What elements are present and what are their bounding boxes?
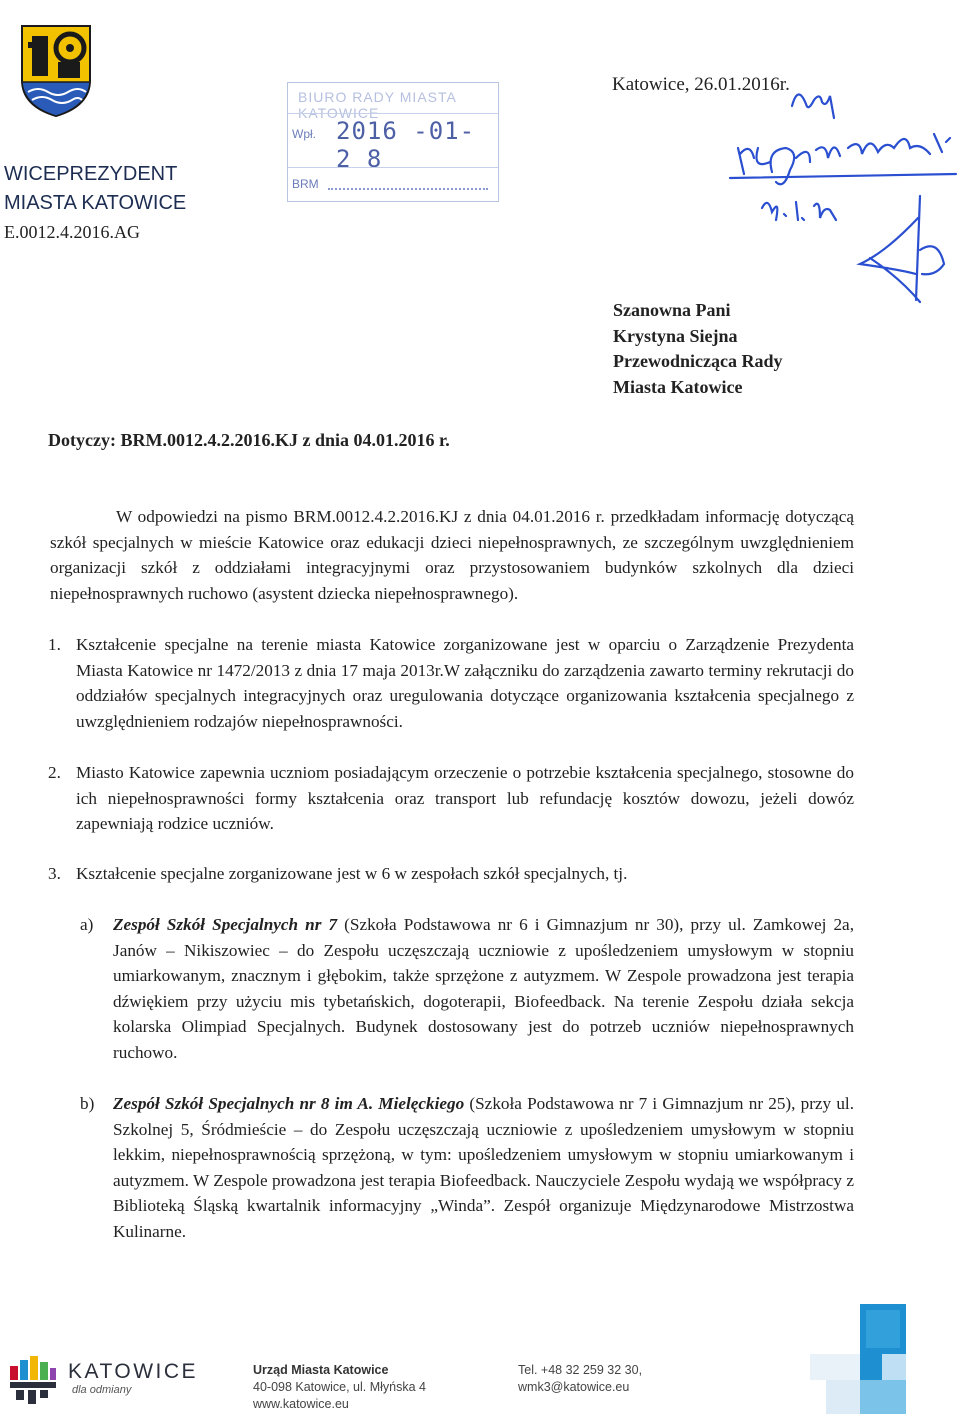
issuer-line-2: MIASTA KATOWICE bbox=[4, 192, 187, 214]
school-item-label: b) bbox=[80, 1094, 95, 1113]
stamp-title: BIURO RADY MIASTA KATOWICE bbox=[298, 89, 457, 121]
footer-phone: Tel. +48 32 259 32 30, bbox=[518, 1363, 643, 1377]
footer-email: wmk3@katowice.eu bbox=[518, 1380, 630, 1394]
footer-tagline: dla odmiany bbox=[72, 1384, 132, 1396]
reception-stamp bbox=[287, 82, 499, 202]
list-item-text: Miasto Katowice zapewnia uczniom posiadającym orzeczenie o potrzebie kształcenia specjalnego, stosowne do ich niepełnosprawności formy kształcenia oraz transport lub refundację kosztów dowozu, jeżeli dowóz zapewniają rodzice uczniów. bbox=[76, 763, 854, 834]
footer-office-web: www.katowice.eu bbox=[253, 1397, 349, 1411]
issuer-line-1: WICEPREZYDENT bbox=[4, 163, 178, 185]
footer-contact bbox=[518, 1362, 642, 1396]
addressee-position: Przewodnicząca Rady bbox=[613, 351, 783, 371]
list-item-number: 1. bbox=[48, 635, 61, 654]
subject-line: Dotyczy: BRM.0012.4.2.2016.KJ z dnia 04.01.2016 r. bbox=[48, 430, 450, 450]
addressee-institution: Miasta Katowice bbox=[613, 376, 743, 397]
list-item-text: Kształcenie specjalne zorganizowane jest w 6 w zespołach szkół specjalnych, tj. bbox=[76, 864, 628, 883]
list-item-2 bbox=[48, 760, 854, 837]
school-item-label: a) bbox=[80, 915, 94, 934]
stamp-department: BRM bbox=[292, 177, 319, 191]
addressee-salutation: Szanowna Pani bbox=[613, 300, 731, 320]
school-name: Zespół Szkół Specjalnych nr 7 bbox=[113, 915, 338, 934]
addressee-name: Krystyna Siejna bbox=[613, 325, 738, 346]
school-item-text bbox=[113, 1091, 854, 1245]
addressee-block bbox=[613, 298, 782, 400]
school-item-b bbox=[80, 1091, 854, 1245]
list-item-1 bbox=[48, 632, 854, 734]
footer-brand: KATOWICE bbox=[68, 1360, 199, 1383]
decorative-squares bbox=[806, 1304, 906, 1414]
document-reference: E.0012.4.2016.AG bbox=[4, 222, 140, 242]
list-item-text: Kształcenie specjalne na terenie miasta Katowice zorganizowane jest w oparciu o Zarządzenie Prezydenta Miasta Katowice nr 1472/2013 z dnia 17 maja 2013r.W załączniku do zarządzenia zawarto terminy rekrutacji do oddziałów specjalnych integracyjnych oraz uregulowania dotyczące organizowania kształcenia specjalnego z uwzględnieniem rodzajów niepełnosprawności. bbox=[76, 635, 854, 731]
place-and-date: Katowice, 26.01.2016r. bbox=[612, 74, 790, 95]
school-item-text bbox=[113, 912, 854, 1066]
stamp-dotted-line bbox=[328, 188, 488, 190]
school-description: (Szkoła Podstawowa nr 6 i Gimnazjum nr 30), przy ul. Zamkowej 2a, Janów – Nikiszowiec – do Zespołu uczęszczają uczniowie z upośledzeniem umysłowym w stopniu umiarkowanym, znacznym i głębokim, także sprzężone z autyzmem. W Zespole prowadzona jest terapia dźwiękiem przy użyciu mis tybetańskich, dogoterapii, Biofeedback. Na terenie Zespołu działa sekcja kolarska Olimpiad Specjalnych. Budynek dostosowany jest do potrzeb uczniów niepełnosprawnych ruchowo. bbox=[113, 915, 854, 1062]
footer-office-address: 40-098 Katowice, ul. Młyńska 4 bbox=[253, 1380, 427, 1394]
intro-paragraph: W odpowiedzi na pismo BRM.0012.4.2.2016.KJ z dnia 04.01.2016 r. przedkładam informację dotyczącą szkół specjalnych w mieście Katowice oraz edukacji dzieci niepełnosprawnych, ze szczególnym uwzględnieniem organizacji szkół z oddziałami integracyjnymi oraz przystosowaniem budynków szkolnych dla dzieci niepełnosprawnych ruchowo (asystent dziecka niepełnosprawnego). bbox=[50, 507, 854, 603]
list-item-number: 3. bbox=[48, 864, 61, 883]
stamp-divider bbox=[288, 113, 498, 114]
stamp-divider bbox=[288, 167, 498, 168]
issuer-title bbox=[4, 160, 186, 218]
katowice-logo-icon bbox=[8, 1354, 58, 1406]
school-name: Zespół Szkół Specjalnych nr 8 im A. Mielęckiego bbox=[113, 1094, 465, 1113]
footer-office-name: Urząd Miasta Katowice bbox=[253, 1363, 389, 1377]
footer-office bbox=[253, 1362, 426, 1413]
list-item-number: 2. bbox=[48, 763, 61, 782]
katowice-coat-of-arms bbox=[18, 22, 94, 118]
stamp-received-date: 2016 -01- 2 8 bbox=[336, 117, 476, 173]
stamp-received-label: Wpł. bbox=[292, 127, 316, 141]
list-item-3 bbox=[48, 861, 854, 887]
school-item-a bbox=[80, 912, 854, 1066]
handwritten-signature bbox=[710, 78, 960, 318]
school-description: (Szkoła Podstawowa nr 7 i Gimnazjum nr 25), przy ul. Szkolnej 5, Śródmieście – do Zespołu uczęszczają uczniowie z upośledzeniem umysłowym w stopniu lekkim, niepełnosprawnością sprzężoną, w tym: upośledzeniem umysłowym w stopniu umiarkowanym i autyzmem. W Zespole prowadzona jest terapia Biofeedback. Nauczyciele Zespołu wydają we współpracy z Biblioteką Śląską kwartalnik informacyjny „Winda”. Zespół organizuje Międzynarodowe Mistrzostwa Kulinarne. bbox=[113, 1094, 854, 1241]
